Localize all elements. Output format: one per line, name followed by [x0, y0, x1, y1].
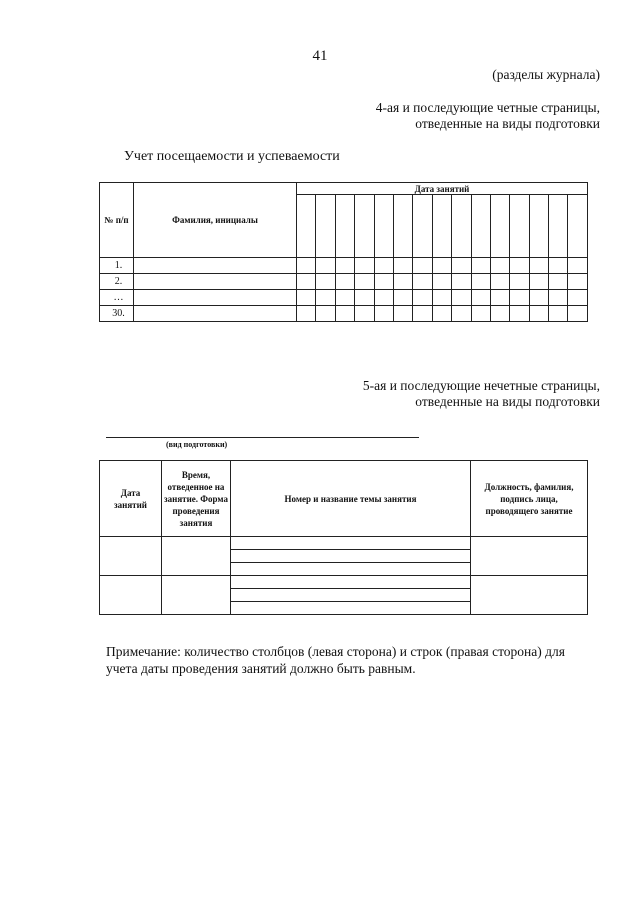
attendance-cell[interactable]: [471, 306, 490, 322]
journal-sections-label: (разделы журнала): [492, 67, 600, 82]
header-time-form: Время, отведенное на занятие. Форма проведения занятия: [162, 461, 231, 537]
attendance-cell[interactable]: [568, 274, 588, 290]
topic-subrow[interactable]: [231, 537, 470, 550]
training-type-field[interactable]: [106, 437, 419, 438]
odd-pages-heading: [363, 378, 600, 410]
date-column-header[interactable]: [490, 195, 509, 258]
lesson-date-cell[interactable]: [100, 537, 162, 576]
row-number: 2.: [100, 274, 134, 290]
lesson-row: [100, 576, 588, 615]
attendance-cell[interactable]: [413, 290, 432, 306]
attendance-cell[interactable]: [316, 290, 335, 306]
attendance-cell[interactable]: [374, 306, 393, 322]
attendance-cell[interactable]: [568, 306, 588, 322]
training-type-caption: (вид подготовки): [166, 440, 228, 449]
row-number: …: [100, 290, 134, 306]
header-topic: Номер и название темы занятия: [231, 461, 471, 537]
attendance-cell[interactable]: [316, 306, 335, 322]
attendance-cell[interactable]: [549, 290, 568, 306]
lesson-topic-cell[interactable]: [231, 576, 471, 615]
attendance-cell[interactable]: [452, 274, 471, 290]
attendance-cell[interactable]: [393, 306, 412, 322]
date-column-header[interactable]: [413, 195, 432, 258]
attendance-cell[interactable]: [452, 290, 471, 306]
attendance-cell[interactable]: [335, 290, 354, 306]
lesson-instructor-cell[interactable]: [471, 537, 588, 576]
attendance-cell[interactable]: [374, 258, 393, 274]
attendance-cell[interactable]: [490, 306, 509, 322]
attendance-cell[interactable]: [510, 274, 529, 290]
date-column-header[interactable]: [316, 195, 335, 258]
lessons-table: [99, 460, 588, 615]
attendance-cell[interactable]: [549, 274, 568, 290]
attendance-cell[interactable]: [452, 258, 471, 274]
attendance-cell[interactable]: [297, 274, 316, 290]
name-cell[interactable]: [134, 290, 297, 306]
odd-pages-line1: 5-ая и последующие нечетные страницы,: [362, 378, 600, 393]
attendance-row: [100, 258, 588, 274]
attendance-cell[interactable]: [471, 290, 490, 306]
attendance-cell[interactable]: [355, 274, 374, 290]
attendance-cell[interactable]: [510, 258, 529, 274]
name-cell[interactable]: [134, 306, 297, 322]
attendance-cell[interactable]: [316, 258, 335, 274]
lesson-time-cell[interactable]: [162, 576, 231, 615]
attendance-table: [99, 182, 588, 322]
attendance-cell[interactable]: [297, 290, 316, 306]
attendance-cell[interactable]: [355, 306, 374, 322]
header-number: № п/п: [100, 183, 134, 258]
attendance-row: [100, 306, 588, 322]
attendance-cell[interactable]: [393, 258, 412, 274]
topic-subrow[interactable]: [231, 602, 470, 614]
attendance-cell[interactable]: [510, 290, 529, 306]
row-number: 1.: [100, 258, 134, 274]
attendance-cell[interactable]: [471, 258, 490, 274]
attendance-cell[interactable]: [413, 258, 432, 274]
attendance-cell[interactable]: [413, 274, 432, 290]
lesson-topic-cell[interactable]: [231, 537, 471, 576]
date-column-header[interactable]: [335, 195, 354, 258]
attendance-cell[interactable]: [529, 290, 548, 306]
date-column-header[interactable]: [568, 195, 588, 258]
attendance-cell[interactable]: [355, 290, 374, 306]
attendance-row: [100, 290, 588, 306]
date-column-header[interactable]: [549, 195, 568, 258]
attendance-cell[interactable]: [432, 258, 451, 274]
attendance-cell[interactable]: [316, 274, 335, 290]
odd-pages-line2: отведенные на виды подготовки: [415, 394, 600, 409]
topic-subrow[interactable]: [231, 576, 470, 589]
attendance-title: Учет посещаемости и успеваемости: [124, 149, 340, 164]
date-column-header[interactable]: [297, 195, 316, 258]
attendance-row: [100, 274, 588, 290]
attendance-cell[interactable]: [529, 258, 548, 274]
date-column-header[interactable]: [355, 195, 374, 258]
attendance-cell[interactable]: [510, 306, 529, 322]
date-column-header[interactable]: [393, 195, 412, 258]
attendance-cell[interactable]: [374, 290, 393, 306]
attendance-cell[interactable]: [393, 290, 412, 306]
attendance-cell[interactable]: [432, 274, 451, 290]
attendance-cell[interactable]: [374, 274, 393, 290]
lesson-row: [100, 537, 588, 576]
attendance-cell[interactable]: [335, 306, 354, 322]
attendance-cell[interactable]: [432, 306, 451, 322]
header-instructor: Должность, фамилия, подпись лица, проводящего занятие: [471, 461, 588, 537]
attendance-cell[interactable]: [549, 258, 568, 274]
attendance-cell[interactable]: [452, 306, 471, 322]
even-pages-line2: отведенные на виды подготовки: [415, 116, 600, 131]
attendance-cell[interactable]: [490, 258, 509, 274]
lesson-instructor-cell[interactable]: [471, 576, 588, 615]
even-pages-line1: 4-ая и последующие четные страницы,: [375, 100, 600, 115]
attendance-cell[interactable]: [335, 258, 354, 274]
date-column-header[interactable]: [471, 195, 490, 258]
page-number: 41: [312, 48, 328, 64]
topic-subrow[interactable]: [231, 589, 470, 602]
attendance-cell[interactable]: [529, 306, 548, 322]
topic-subrow[interactable]: [231, 550, 470, 563]
even-pages-heading: [376, 100, 600, 132]
name-cell[interactable]: [134, 274, 297, 290]
date-column-header[interactable]: [432, 195, 451, 258]
attendance-cell[interactable]: [568, 258, 588, 274]
attendance-cell[interactable]: [490, 290, 509, 306]
date-column-header[interactable]: [452, 195, 471, 258]
row-number: 30.: [100, 306, 134, 322]
attendance-cell[interactable]: [413, 306, 432, 322]
attendance-cell[interactable]: [355, 258, 374, 274]
attendance-cell[interactable]: [568, 290, 588, 306]
note-text: Примечание: количество столбцов (левая сторона) и строк (правая сторона) для учета даты проведения занятий должно быть равным.: [106, 644, 565, 676]
date-column-header[interactable]: [510, 195, 529, 258]
header-date: Дата занятий: [297, 183, 588, 195]
name-cell[interactable]: [134, 258, 297, 274]
attendance-cell[interactable]: [549, 306, 568, 322]
attendance-cell[interactable]: [471, 274, 490, 290]
attendance-cell[interactable]: [529, 274, 548, 290]
attendance-cell[interactable]: [432, 290, 451, 306]
date-column-header[interactable]: [374, 195, 393, 258]
lesson-date-cell[interactable]: [100, 576, 162, 615]
topic-subrow[interactable]: [231, 563, 470, 575]
lesson-time-cell[interactable]: [162, 537, 231, 576]
attendance-cell[interactable]: [393, 274, 412, 290]
header-name: Фамилия, инициалы: [134, 183, 297, 258]
header-lesson-date: Дата занятий: [100, 461, 162, 537]
date-column-header[interactable]: [529, 195, 548, 258]
attendance-cell[interactable]: [335, 274, 354, 290]
attendance-cell[interactable]: [490, 274, 509, 290]
attendance-cell[interactable]: [297, 306, 316, 322]
attendance-cell[interactable]: [297, 258, 316, 274]
